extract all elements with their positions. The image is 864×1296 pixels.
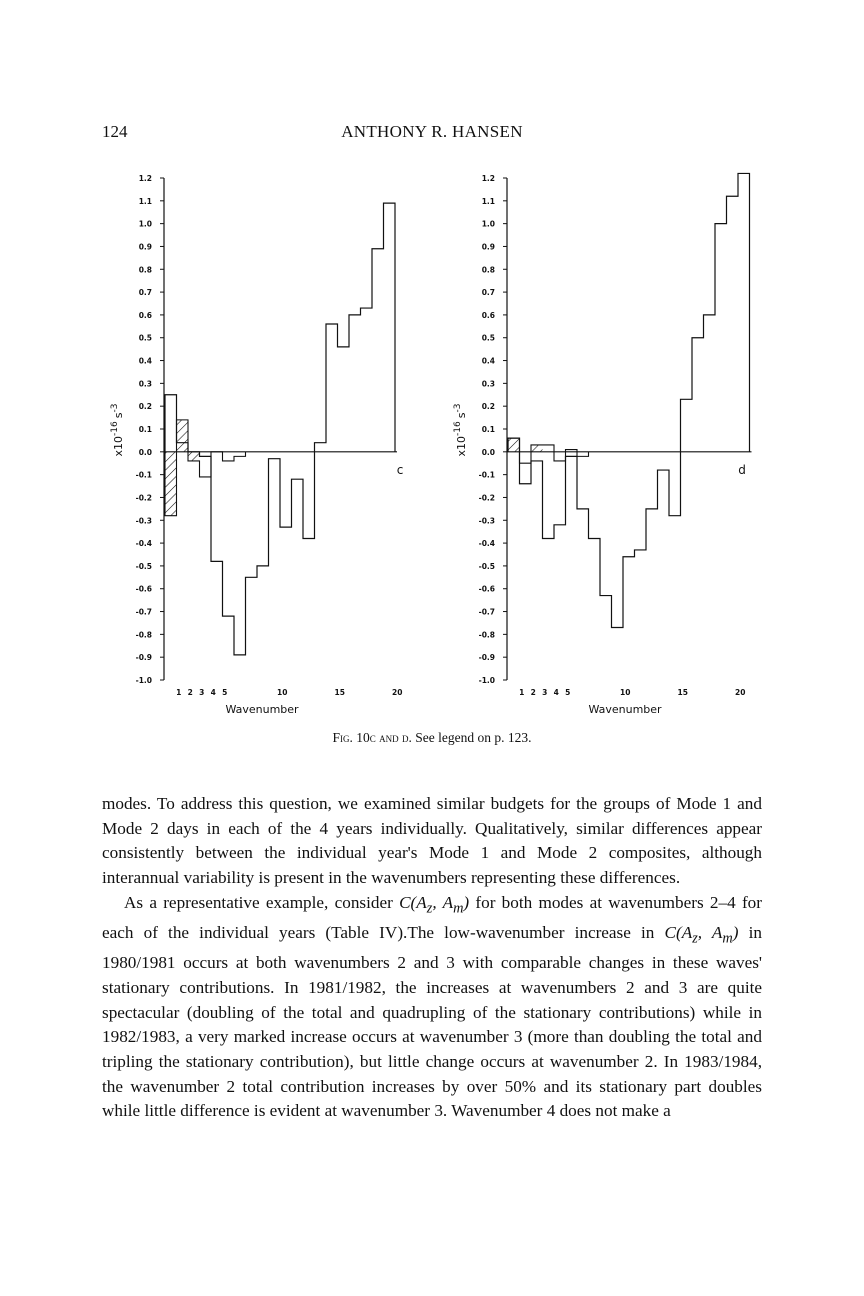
total-series-line: [508, 173, 750, 627]
y-tick-label: 0.0: [138, 447, 152, 457]
y-axis-title: $x10^{-16}s^{-3}$: [110, 403, 125, 457]
y-tick-label: 0.9: [138, 242, 152, 252]
running-head: ANTHONY R. HANSEN: [341, 122, 523, 141]
y-tick-label: 1.1: [138, 196, 152, 206]
y-tick-label: -0.1: [135, 470, 152, 480]
x-tick-label: 10: [277, 688, 288, 697]
y-tick-label: 0.2: [138, 402, 152, 412]
y-tick-label: 0.1: [138, 425, 152, 434]
y-tick-label: -0.5: [135, 561, 152, 571]
y-tick-label: -0.6: [478, 584, 495, 594]
y-tick-label: -0.8: [135, 630, 152, 640]
hatched-bar: [508, 438, 520, 452]
y-tick-label: -1.0: [478, 676, 495, 685]
panel-label: c: [396, 462, 404, 477]
y-tick-label: 1.2: [138, 174, 152, 183]
y-tick-label: 0.9: [481, 242, 495, 252]
y-tick-label: -0.1: [478, 470, 495, 480]
y-tick-label: 0.2: [481, 402, 495, 412]
x-tick-label: 2: [530, 688, 536, 697]
y-tick-label: 0.3: [138, 379, 152, 389]
y-tick-label: 0.6: [481, 310, 495, 320]
hatched-bar: [165, 452, 177, 516]
y-tick-label: 0.7: [481, 288, 495, 298]
y-tick-label: 1.0: [138, 219, 152, 229]
figure-caption: [0, 730, 864, 746]
x-tick-label: 3: [199, 688, 205, 697]
figure-10cd: [0, 160, 864, 720]
y-tick-label: 0.1: [481, 425, 495, 434]
y-tick-label: 0.0: [481, 447, 495, 457]
y-tick-label: -0.5: [478, 561, 495, 571]
x-tick-label: 4: [553, 688, 559, 697]
page-number: 124: [102, 122, 128, 141]
y-tick-label: -0.7: [135, 607, 152, 617]
caption-label: Fig. 10c and d.: [332, 730, 412, 745]
x-tick-label: 4: [210, 688, 216, 697]
math-c-az-am: $C(A_z$, $A_m$): [399, 892, 470, 917]
page-header: [0, 122, 864, 146]
x-tick-label: 1: [176, 688, 182, 697]
hatched-bar: [177, 420, 189, 452]
x-tick-label: 20: [392, 688, 403, 697]
y-tick-label: 1.2: [481, 174, 495, 183]
total-series-line: [165, 203, 395, 655]
paragraph-1: modes. To address this question, we examined similar budgets for the groups of Mode 1 and Mode 2 days in each of the 4 years individually. Qualitatively, similar differences appear consistently between the individual year's Mode 1 and Mode 2 composites, although interannual variability is present in the wavenumbers representing these differences.: [102, 794, 762, 888]
y-tick-label: 0.6: [138, 310, 152, 320]
panel-label: d: [738, 462, 746, 477]
y-tick-label: -0.4: [135, 539, 152, 549]
y-tick-label: -1.0: [135, 676, 152, 685]
y-tick-label: -0.2: [135, 493, 152, 503]
x-tick-label: 15: [677, 688, 688, 697]
math-c-az-am: $C(A_z$, $A_m$): [664, 922, 739, 947]
y-tick-label: -0.3: [135, 516, 152, 526]
y-tick-label: 0.4: [138, 356, 152, 366]
y-tick-label: 0.8: [481, 265, 495, 275]
y-tick-label: 0.4: [481, 356, 495, 366]
y-tick-label: -0.6: [135, 584, 152, 594]
y-tick-label: 1.1: [481, 196, 495, 206]
x-tick-label: 5: [222, 688, 228, 697]
y-tick-label: 0.5: [138, 333, 152, 343]
y-tick-label: 0.7: [138, 288, 152, 298]
y-tick-label: -0.9: [478, 653, 495, 663]
y-tick-label: -0.7: [478, 607, 495, 617]
y-tick-label: -0.3: [478, 516, 495, 526]
body-text: [102, 792, 762, 1124]
y-tick-label: 0.8: [138, 265, 152, 275]
x-axis-title: Wavenumber: [225, 703, 299, 716]
panel-d: [453, 173, 752, 716]
y-tick-label: 0.5: [481, 333, 495, 343]
panel-c: [110, 174, 403, 716]
hatched-bar: [531, 445, 543, 452]
hatched-bar: [188, 452, 200, 461]
y-axis-title: $x10^{-16}s^{-3}$: [453, 403, 468, 457]
x-axis-title: Wavenumber: [588, 703, 662, 716]
y-tick-label: -0.4: [478, 539, 495, 549]
x-tick-label: 2: [187, 688, 193, 697]
paragraph-2: As a representative example, consider $C(A_z$, $A_m$) for both modes at wavenumbers 2–4 for each of the individual years (Table IV).The low-wavenumber increase in $C(A_z$, $A_m$) in 1980/1981 occurs at both wavenumbers 2 and 3 with comparable changes in these waves' stationary contributions. In 1981/1982, the increases at wavenumbers 2 and 3 are quite spectacular (doubling of the total and quadrupling of the stationary contributions) while in 1982/1983, a very marked increase occurs at wavenumber 3 (more than doubling the total and tripling the stationary contribution), but little change occurs at wavenumber 2. In 1983/1984, the wavenumber 2 total contribution increases by over 50% and its stationary part doubles while little difference is evident at wavenumber 3. Wavenumber 4 does not make a: [102, 892, 762, 1121]
y-tick-label: -0.8: [478, 630, 495, 640]
x-tick-label: 1: [519, 688, 525, 697]
x-tick-label: 3: [542, 688, 548, 697]
x-tick-label: 20: [735, 688, 746, 697]
y-tick-label: -0.9: [135, 653, 152, 663]
caption-text: See legend on p. 123.: [415, 730, 532, 745]
y-tick-label: 0.3: [481, 379, 495, 389]
x-tick-label: 15: [334, 688, 345, 697]
x-tick-label: 5: [565, 688, 571, 697]
x-tick-label: 10: [620, 688, 631, 697]
y-tick-label: -0.2: [478, 493, 495, 503]
y-tick-label: 1.0: [481, 219, 495, 229]
